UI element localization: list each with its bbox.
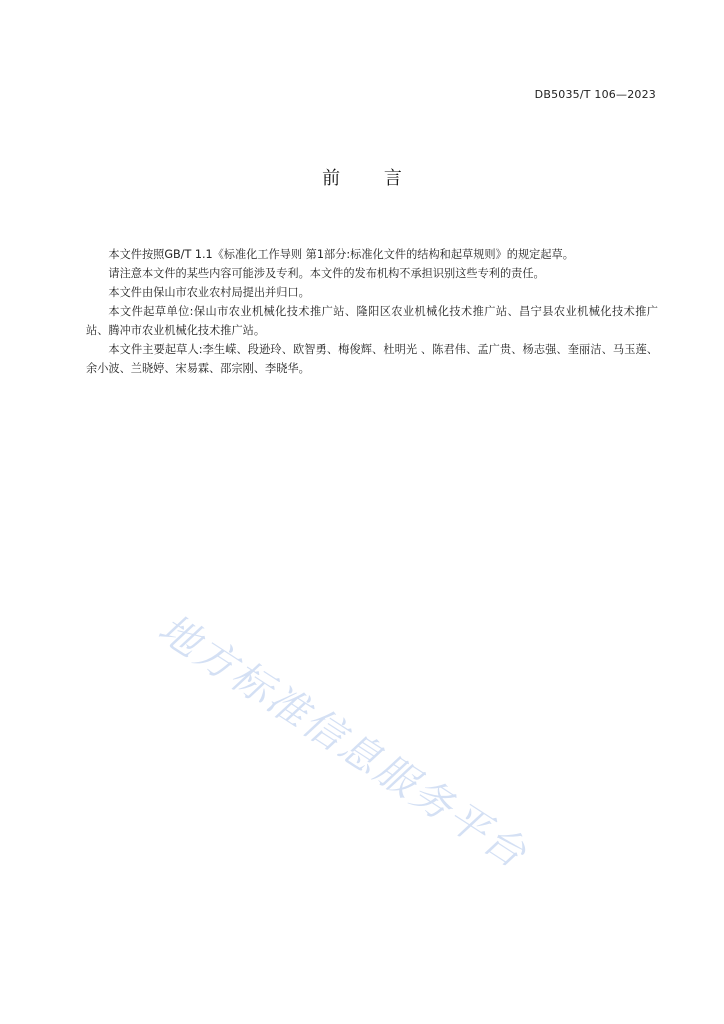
standard-code: DB5035/T 106—2023 bbox=[534, 88, 656, 101]
paragraph-proposer: 本文件由保山市农业农村局提出并归口。 bbox=[108, 286, 310, 299]
paragraph-drafting-rules: 本文件按照GB/T 1.1《标准化工作导则 第1部分:标准化文件的结构和起草规则》的规定起草。 bbox=[108, 248, 574, 261]
paragraph-patent-notice: 请注意本文件的某些内容可能涉及专利。本文件的发布机构不承担识别这些专利的责任。 bbox=[108, 267, 545, 280]
foreword-title: 前 言 bbox=[322, 168, 402, 189]
watermark: 地方标准信息服务平台 bbox=[150, 605, 536, 879]
paragraph-drafting-units: 本文件起草单位:保山市农业机械化技术推广站、隆阳区农业机械化技术推广站、昌宁县农业机械化技术推广站、腾冲市农业机械化技术推广站。 bbox=[86, 305, 658, 337]
paragraph-drafters: 本文件主要起草人:李生嵘、段逊玲、欧智勇、梅俊辉、杜明光 、陈君伟、孟广贵、杨志强、奎丽洁、马玉莲、余小波、兰晓婷、宋易霖、邵宗刚、李晓华。 bbox=[86, 343, 658, 375]
foreword-body bbox=[86, 245, 658, 378]
